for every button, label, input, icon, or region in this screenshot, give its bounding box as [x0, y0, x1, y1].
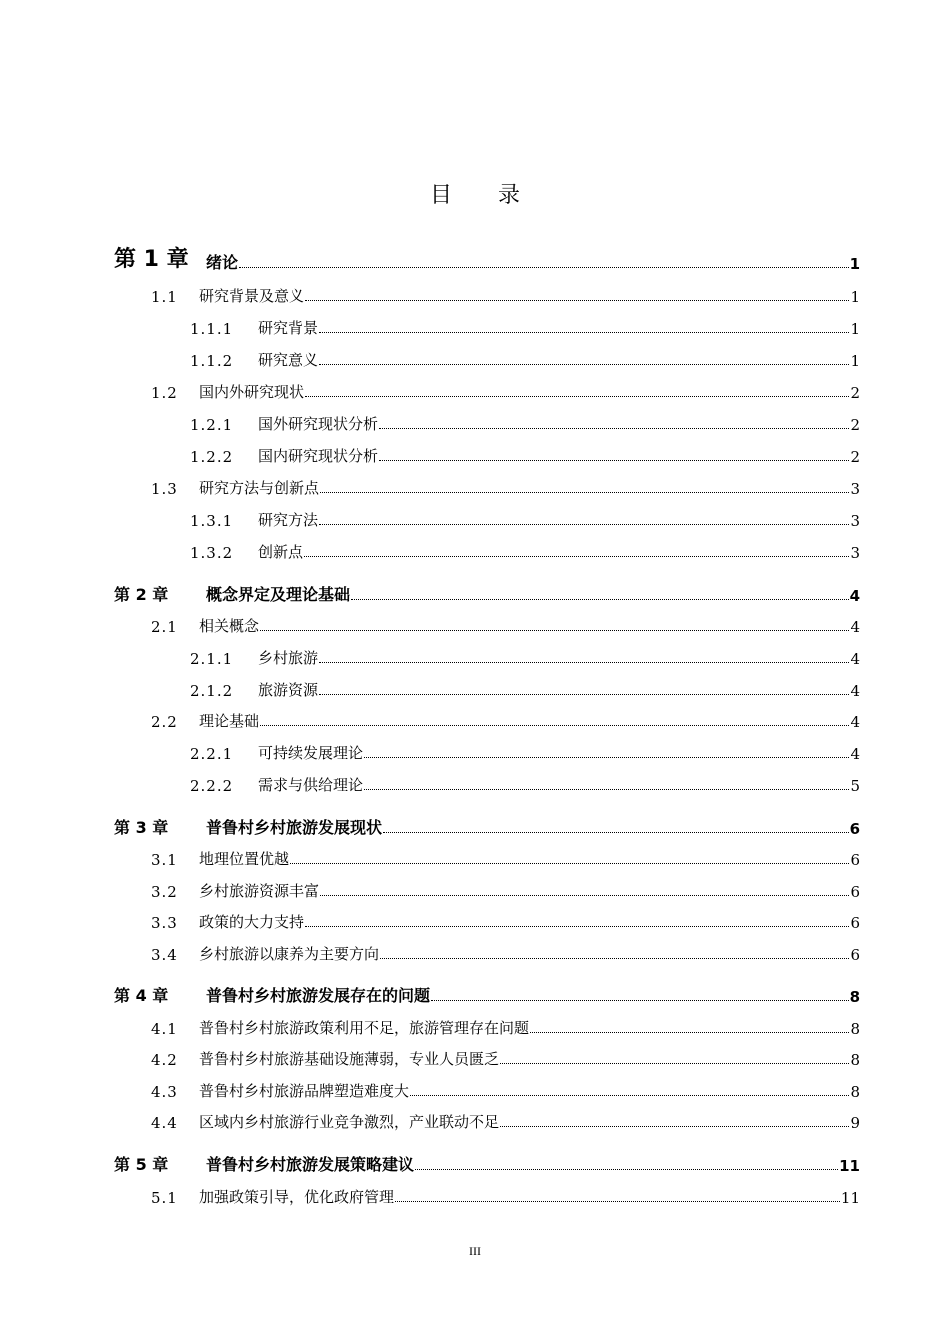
- entry-title: 相关概念: [199, 617, 260, 635]
- dot-leader: [305, 396, 849, 397]
- dot-leader: [260, 725, 849, 726]
- entry-number: 4.3: [151, 1083, 178, 1101]
- entry-page-number: 6: [850, 883, 860, 901]
- entry-title: 研究背景及意义: [199, 287, 305, 305]
- entry-page-number: 3: [850, 480, 860, 498]
- entry-number: 2.1: [151, 618, 178, 636]
- entry-title: 区域内乡村旅游行业竞争激烈，产业联动不足: [199, 1113, 500, 1131]
- dot-leader: [260, 630, 849, 631]
- dot-leader: [380, 958, 849, 959]
- entry-number: 1.3.2: [190, 544, 234, 562]
- entry-page-number: 1: [849, 255, 860, 273]
- entry-number: 1.2.1: [190, 416, 234, 434]
- entry-number: 第 1 章: [114, 247, 189, 272]
- dot-leader: [383, 832, 849, 833]
- entry-page-number: 5: [850, 777, 860, 795]
- entry-page-number: 6: [850, 851, 860, 869]
- entry-title: 普鲁村乡村旅游发展现状: [206, 818, 383, 837]
- dot-leader: [319, 524, 849, 525]
- toc-subsection-entry[interactable]: [190, 672, 860, 700]
- toc-section-entry[interactable]: [151, 374, 860, 402]
- toc-subsection-entry[interactable]: [190, 310, 860, 338]
- entry-page-number: 8: [850, 1020, 860, 1038]
- entry-title: 加强政策引导，优化政府管理: [199, 1188, 395, 1206]
- entry-title: 国内外研究现状: [199, 383, 305, 401]
- entry-title: 普鲁村乡村旅游发展存在的问题: [206, 986, 431, 1005]
- entry-title: 政策的大力支持: [199, 913, 305, 931]
- entry-page-number: 3: [850, 512, 860, 530]
- entry-title: 普鲁村乡村旅游发展策略建议: [206, 1155, 415, 1174]
- toc-section-entry[interactable]: [151, 1041, 860, 1069]
- dot-leader: [500, 1063, 849, 1064]
- entry-page-number: 2: [850, 384, 860, 402]
- entry-page-number: 4: [850, 745, 860, 763]
- entry-number: 4.2: [151, 1051, 178, 1069]
- entry-number: 3.4: [151, 946, 178, 964]
- dot-leader: [239, 267, 849, 268]
- toc-subsection-entry[interactable]: [190, 534, 860, 562]
- entry-title: 绪论: [206, 253, 239, 272]
- entry-page-number: 3: [850, 544, 860, 562]
- toc-subsection-entry[interactable]: [190, 767, 860, 795]
- entry-page-number: 11: [840, 1189, 860, 1207]
- entry-number: 2.1.2: [190, 682, 234, 700]
- toc-section-entry[interactable]: [151, 1104, 860, 1132]
- entry-number: 3.1: [151, 851, 178, 869]
- toc-section-entry[interactable]: [151, 608, 860, 636]
- entry-page-number: 1: [850, 288, 860, 306]
- dot-leader: [351, 599, 849, 600]
- entry-number: 1.2.2: [190, 448, 234, 466]
- toc-chapter-entry[interactable]: [114, 810, 860, 838]
- entry-number: 2.1.1: [190, 650, 234, 668]
- entry-page-number: 2: [850, 448, 860, 466]
- entry-page-number: 8: [850, 1083, 860, 1101]
- dot-leader: [319, 694, 849, 695]
- entry-title: 旅游资源: [258, 681, 319, 699]
- dot-leader: [304, 556, 849, 557]
- entry-number: 5.1: [151, 1189, 178, 1207]
- toc-subsection-entry[interactable]: [190, 438, 860, 466]
- entry-page-number: 2: [850, 416, 860, 434]
- entry-title: 地理位置优越: [199, 850, 290, 868]
- entry-page-number: 8: [849, 988, 860, 1006]
- entry-title: 研究意义: [258, 351, 319, 369]
- entry-page-number: 6: [850, 946, 860, 964]
- entry-number: 第 2 章: [114, 585, 169, 604]
- toc-section-entry[interactable]: [151, 470, 860, 498]
- entry-page-number: 4: [850, 618, 860, 636]
- entry-title: 理论基础: [199, 712, 260, 730]
- toc-title-right: 录: [498, 183, 521, 208]
- entry-title: 创新点: [258, 543, 304, 561]
- dot-leader: [379, 428, 849, 429]
- entry-title: 研究方法: [258, 511, 319, 529]
- entry-title: 乡村旅游资源丰富: [199, 882, 320, 900]
- entry-title: 乡村旅游: [258, 649, 319, 667]
- entry-page-number: 6: [849, 820, 860, 838]
- toc-subsection-entry[interactable]: [190, 406, 860, 434]
- dot-leader: [431, 1000, 849, 1001]
- dot-leader: [320, 492, 849, 493]
- entry-number: 第 4 章: [114, 986, 169, 1005]
- entry-title: 国外研究现状分析: [258, 415, 379, 433]
- entry-number: 1.1: [151, 288, 178, 306]
- entry-number: 2.2.1: [190, 745, 234, 763]
- toc-subsection-entry[interactable]: [190, 502, 860, 530]
- entry-title: 乡村旅游以康养为主要方向: [199, 945, 380, 963]
- entry-title: 国内研究现状分析: [258, 447, 379, 465]
- entry-page-number: 9: [850, 1114, 860, 1132]
- entry-number: 3.2: [151, 883, 178, 901]
- toc-title-left: 目: [429, 183, 452, 208]
- entry-page-number: 1: [850, 352, 860, 370]
- entry-number: 1.2: [151, 384, 178, 402]
- page-number: III: [469, 1244, 481, 1258]
- entry-page-number: 4: [850, 713, 860, 731]
- entry-number: 4.1: [151, 1020, 178, 1038]
- toc-chapter-entry[interactable]: [114, 245, 860, 273]
- toc-section-entry[interactable]: [151, 1179, 860, 1207]
- entry-number: 第 5 章: [114, 1155, 169, 1174]
- entry-number: 1.3.1: [190, 512, 234, 530]
- entry-number: 1.1.1: [190, 320, 234, 338]
- toc-chapter-entry[interactable]: [114, 577, 860, 605]
- entry-page-number: 11: [839, 1157, 860, 1175]
- dot-leader: [319, 662, 849, 663]
- dot-leader: [500, 1126, 849, 1127]
- entry-title: 需求与供给理论: [258, 776, 364, 794]
- toc-subsection-entry[interactable]: [190, 342, 860, 370]
- entry-number: 第 3 章: [114, 818, 169, 837]
- entry-number: 1.1.2: [190, 352, 234, 370]
- entry-title: 普鲁村乡村旅游政策利用不足，旅游管理存在问题: [199, 1019, 530, 1037]
- dot-leader: [319, 332, 849, 333]
- dot-leader: [410, 1095, 849, 1096]
- entry-page-number: 8: [850, 1051, 860, 1069]
- entry-page-number: 4: [850, 650, 860, 668]
- toc-section-entry[interactable]: [151, 703, 860, 731]
- dot-leader: [320, 895, 849, 896]
- toc-chapter-entry[interactable]: [114, 1147, 860, 1175]
- entry-number: 2.2: [151, 713, 178, 731]
- entry-title: 普鲁村乡村旅游基础设施薄弱，专业人员匮乏: [199, 1050, 500, 1068]
- dot-leader: [319, 364, 849, 365]
- toc-section-entry[interactable]: [151, 1010, 860, 1038]
- toc-section-entry[interactable]: [151, 936, 860, 964]
- toc-subsection-entry[interactable]: [190, 640, 860, 668]
- dot-leader: [364, 789, 849, 790]
- toc-section-entry[interactable]: [151, 841, 860, 869]
- entry-number: 3.3: [151, 914, 178, 932]
- entry-number: 1.3: [151, 480, 178, 498]
- toc-section-entry[interactable]: [151, 873, 860, 901]
- entry-page-number: 1: [850, 320, 860, 338]
- toc-section-entry[interactable]: [151, 1073, 860, 1101]
- entry-page-number: 4: [849, 587, 860, 605]
- dot-leader: [395, 1201, 840, 1202]
- entry-title: 概念界定及理论基础: [206, 585, 351, 604]
- dot-leader: [364, 757, 849, 758]
- entry-title: 研究背景: [258, 319, 319, 337]
- dot-leader: [290, 863, 849, 864]
- entry-title: 研究方法与创新点: [199, 479, 320, 497]
- dot-leader: [530, 1032, 849, 1033]
- entry-title: 可持续发展理论: [258, 744, 364, 762]
- dot-leader: [379, 460, 849, 461]
- dot-leader: [415, 1169, 838, 1170]
- dot-leader: [305, 300, 849, 301]
- toc-section-entry[interactable]: [151, 904, 860, 932]
- entry-page-number: 4: [850, 682, 860, 700]
- entry-title: 普鲁村乡村旅游品牌塑造难度大: [199, 1082, 410, 1100]
- entry-number: 4.4: [151, 1114, 178, 1132]
- entry-number: 2.2.2: [190, 777, 234, 795]
- toc-subsection-entry[interactable]: [190, 735, 860, 763]
- entry-page-number: 6: [850, 914, 860, 932]
- toc-chapter-entry[interactable]: [114, 978, 860, 1006]
- toc-section-entry[interactable]: [151, 278, 860, 306]
- dot-leader: [305, 926, 849, 927]
